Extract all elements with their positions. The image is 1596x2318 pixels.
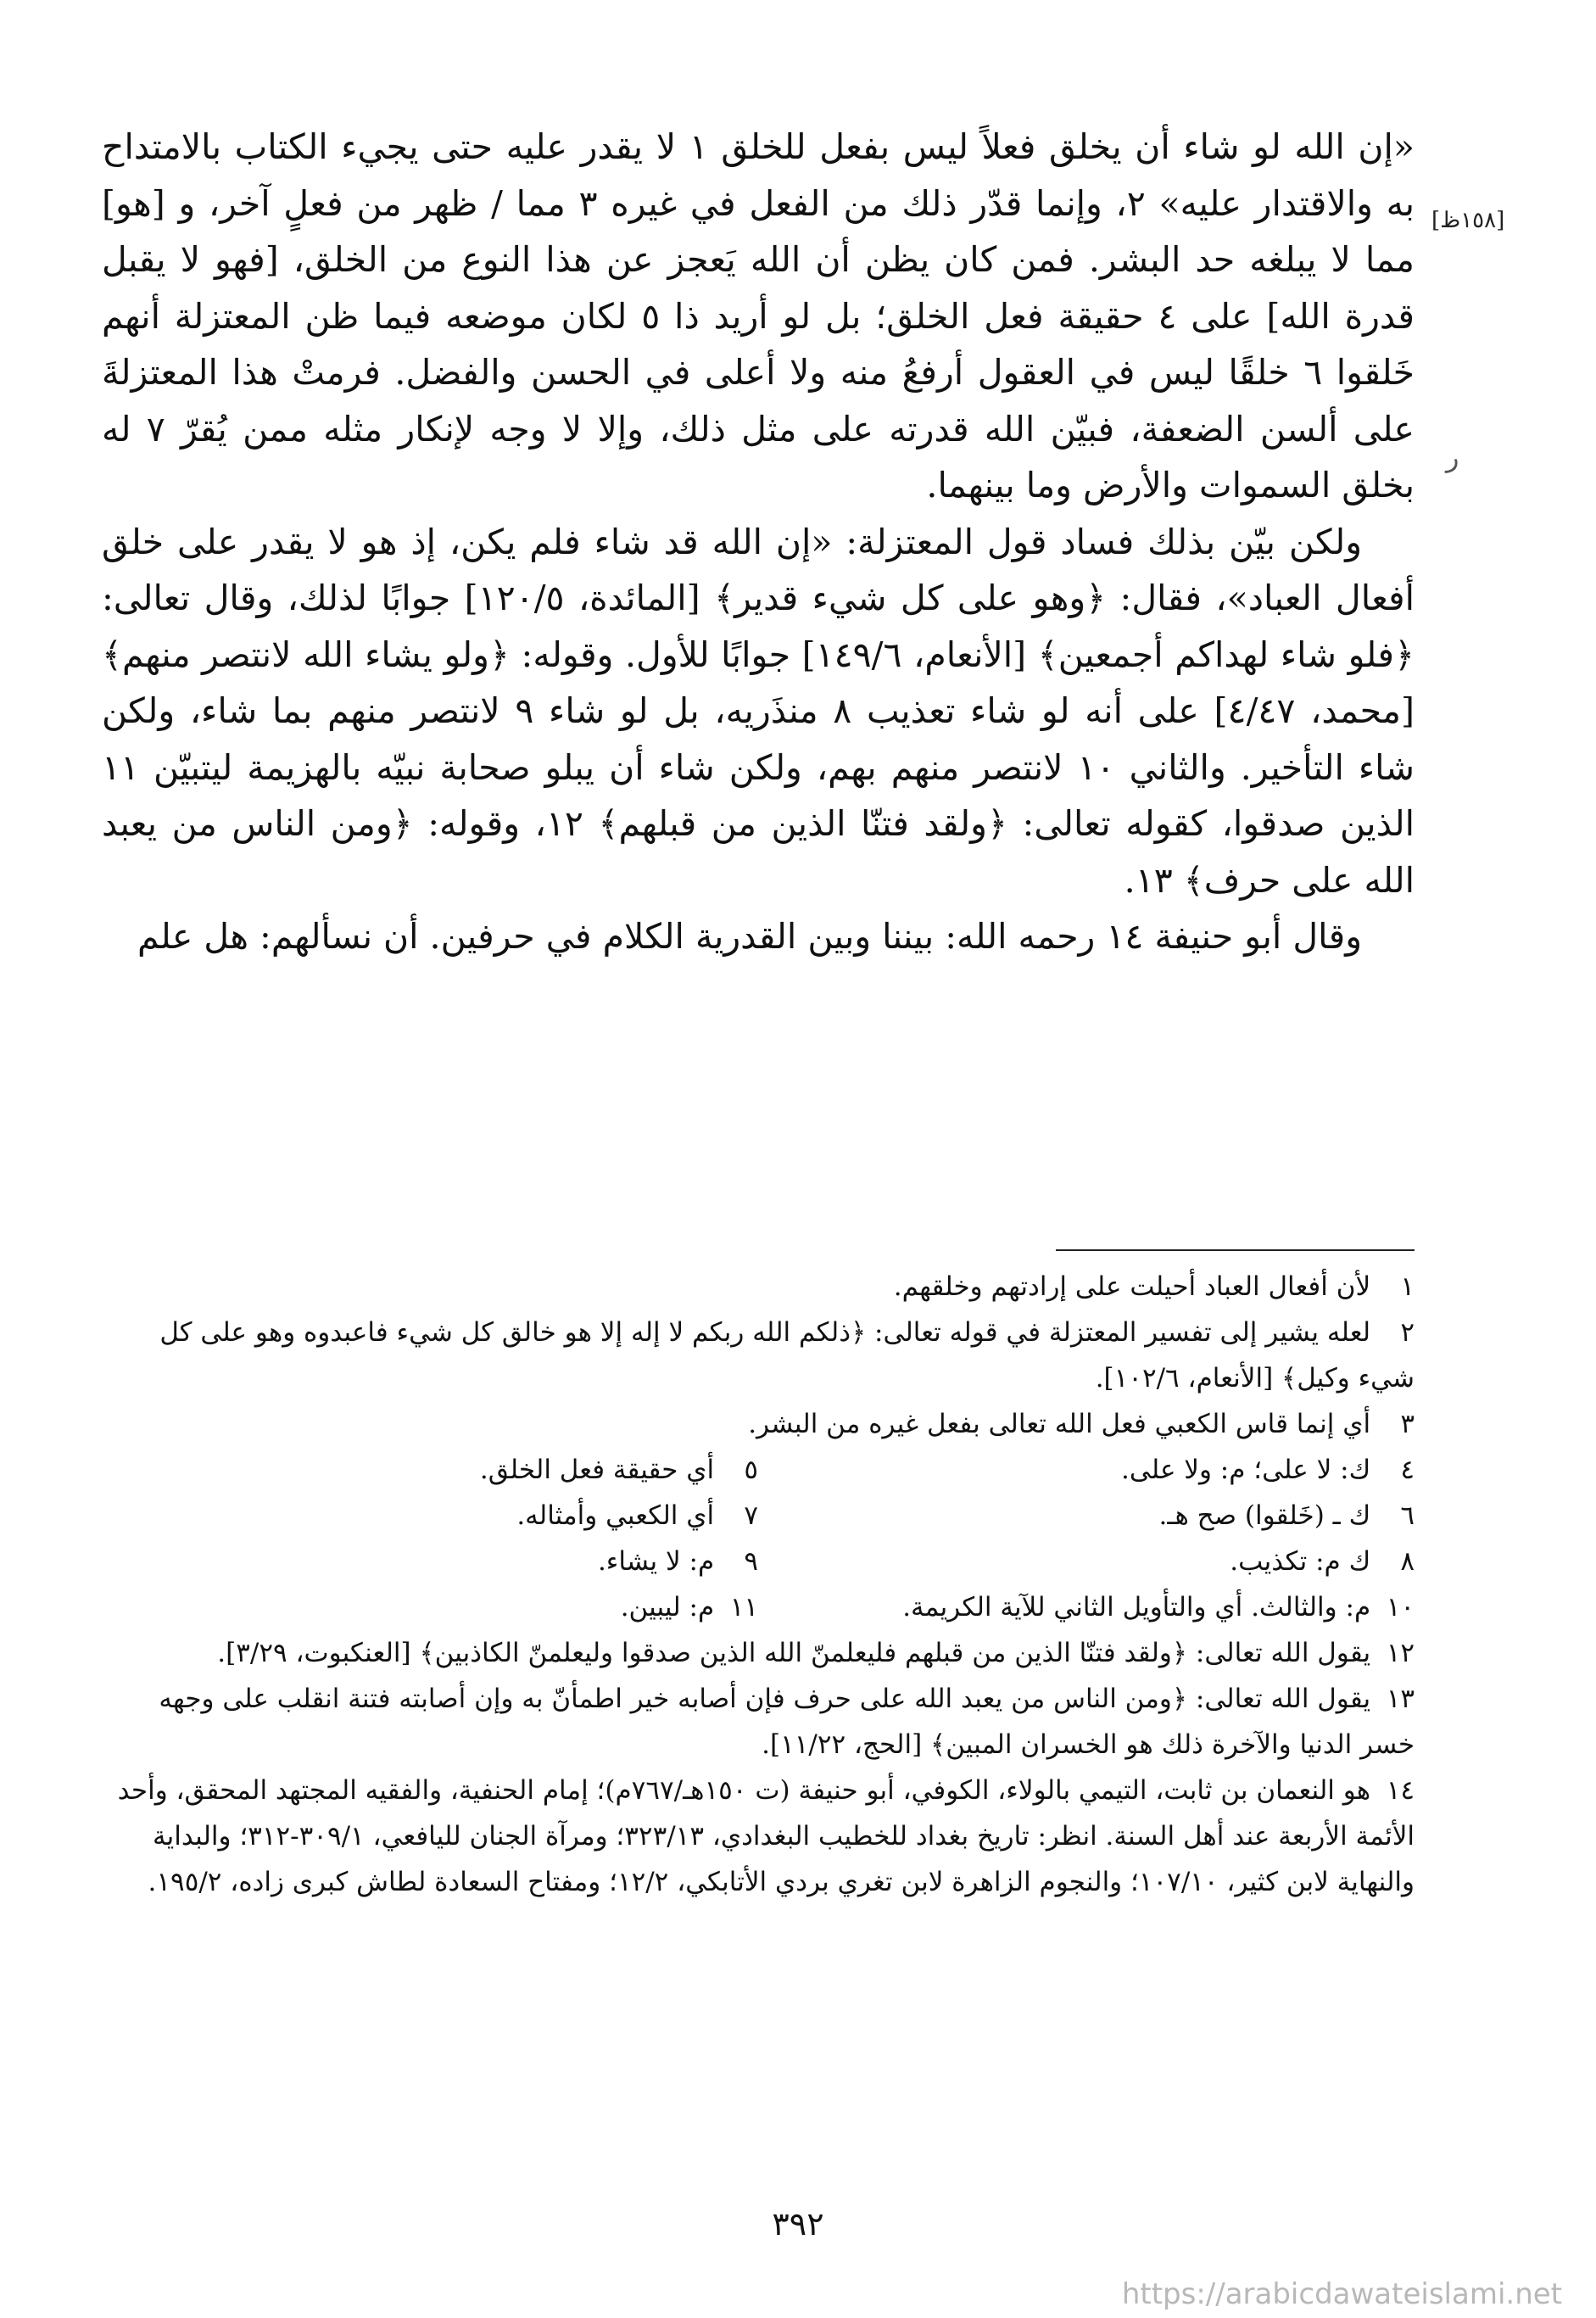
footnote-number: ١١ (729, 1592, 758, 1623)
footnote-text: يقول الله تعالى: ﴿ومن الناس من يعبد الله على حرف فإن أصابه خير اطمأنّ به وإن أصابته فتنة انقلب على وجهه خسر الدنيا والآخرة ذلك هو الخسران المبين﴾ [الحج، ١١/٢٢]. (159, 1684, 1415, 1760)
paragraph-1: «إن الله لو شاء أن يخلق فعلاً ليس بفعل للخلق ١ لا يقدر عليه حتى يجيء الكتاب بالامتداح به والاقتدار عليه» ٢، وإنما قدّر ذلك من الفعل في غيره ٣ مما / ظهر من فعلٍ آخر، و [هو] مما لا يبلغه حد البشر. فمن كان يظن أن الله يَعجز عن هذا النوع من الخلق، [فهو لا يقبل قدرة الله] على ٤ حقيقة فعل الخلق؛ بل لو أريد ذا ٥ لكان موضعه فيما ظن المعتزلة أنهم خَلقوا ٦ خلقًا ليس في العقول أرفعُ منه ولا أعلى في الحسن والفضل. فرمتْ هذا المعتزلةَ على ألسن الضعفة، فبيّن الله قدرته على مثل ذلك، وإلا لا وجه لإنكار مثله ممن يُقرّ ٧ له بخلق السموات والأرض وما بينهما. (102, 126, 1415, 505)
watermark-url: https://arabicdawateislami.net (1121, 2277, 1562, 2311)
footnote-text: هو النعمان بن ثابت، التيمي بالولاء، الكوفي، أبو حنيفة (ت ١٥٠هـ/٧٦٧م)؛ إمام الحنفية، والفقيه المجتهد المحقق، وأحد الأئمة الأربعة عند أهل السنة. انظر: تاريخ بغداد للخطيب البغدادي، ٣٢٣/١٣؛ ومرآة الجنان لليافعي، ٣٠٩/١-٣١٢؛ والبداية والنهاية لابن كثير، ١٠٧/١٠؛ والنجوم الزاهرة لابن تغري بردي الأتابكي، ١٢/٢؛ ومفتاح السعادة لطاش كبرى زاده، ١٩٥/٢. (117, 1775, 1415, 1897)
footnote-row-4-5 (102, 1447, 1415, 1493)
footnote-row-8-9 (102, 1539, 1415, 1584)
footnote-text: أي إنما قاس الكعبي فعل الله تعالى بفعل غيره من البشر. (748, 1409, 1371, 1439)
footnote-row-6-7 (102, 1493, 1415, 1539)
footnote-number: ٤ (1400, 1455, 1415, 1485)
paragraph-2: ولكن بيّن بذلك فساد قول المعتزلة: «إن الله قد شاء فلم يكن، إذ هو لا يقدر على خلق أفعال العباد»، فقال: ﴿وهو على كل شيء قدير﴾ [المائدة، ١٢٠/٥] جوابًا لذلك، وقال تعالى: ﴿فلو شاء لهداكم أجمعين﴾ [الأنعام، ١٤٩/٦] جوابًا للأول. وقوله: ﴿ولو يشاء الله لانتصر منهم﴾ [محمد، ٤/٤٧] على أنه لو شاء تعذيب ٨ منذَريه، بل لو شاء ٩ لانتصر منهم بما شاء، ولكن شاء التأخير. والثاني ١٠ لانتصر منهم بهم، ولكن شاء أن يبلو صحابة نبيّه بالهزيمة ليتبيّن ١١ الذين صدقوا، كقوله تعالى: ﴿ولقد فتنّا الذين من قبلهم﴾ ١٢، وقوله: ﴿ومن الناس من يعبد الله على حرف﴾ ١٣. (102, 521, 1415, 901)
footnote-4 (758, 1447, 1415, 1493)
margin-tick-mark: ر (1446, 441, 1459, 473)
footnote-7 (102, 1493, 758, 1539)
footnote-number: ١٣ (1386, 1684, 1415, 1714)
footnote-6 (758, 1493, 1415, 1539)
footnote-text: أي حقيقة فعل الخلق. (479, 1455, 715, 1485)
footnote-number: ١٠ (1386, 1592, 1415, 1623)
footnote-2 (102, 1310, 1415, 1401)
footnote-8 (758, 1539, 1415, 1584)
footnote-text: ك: لا على؛ م: ولا على. (1121, 1455, 1371, 1485)
footnote-number: ٨ (1400, 1546, 1415, 1577)
footnote-11 (102, 1584, 758, 1630)
paragraph-3: وقال أبو حنيفة ١٤ رحمه الله: بيننا وبين القدرية الكلام في حرفين. أن نسألهم: هل علم (137, 916, 1362, 957)
footnote-12 (102, 1630, 1415, 1676)
footnote-number: ١٤ (1386, 1775, 1415, 1806)
footnote-9 (102, 1539, 758, 1584)
footnote-13 (102, 1676, 1415, 1768)
footnote-number: ١ (1400, 1271, 1415, 1302)
footnote-number: ٧ (744, 1500, 758, 1531)
footnote-text: أي الكعبي وأمثاله. (516, 1500, 715, 1531)
footnote-number: ١٢ (1386, 1638, 1415, 1668)
footnote-text: م: لا يشاء. (597, 1546, 715, 1577)
footnote-number: ٥ (744, 1455, 758, 1485)
margin-folio-reference: [١٥٨ظ] (1431, 208, 1505, 233)
footnote-text: ك م: تكذيب. (1230, 1546, 1371, 1577)
footnote-10 (758, 1584, 1415, 1630)
footnote-3 (102, 1401, 1415, 1447)
footnote-number: ٢ (1400, 1317, 1415, 1348)
footnote-text: م: والثالث. أي والتأويل الثاني للآية الكريمة. (902, 1592, 1371, 1623)
footnote-1 (102, 1264, 1415, 1310)
main-text (102, 119, 1415, 965)
footnote-5 (102, 1447, 758, 1493)
footnote-row-10-11 (102, 1584, 1415, 1630)
footnote-separator-rule (1056, 1249, 1415, 1251)
footnote-number: ٦ (1400, 1500, 1415, 1531)
footnote-text: م: ليبين. (620, 1592, 715, 1623)
footnote-number: ٣ (1400, 1409, 1415, 1439)
footnote-text: ك ـ (خَلقوا) صح هـ. (1158, 1500, 1371, 1531)
page-number: ٣٩٢ (772, 2205, 824, 2243)
footnote-text: لأن أفعال العباد أحيلت على إرادتهم وخلقهم. (893, 1271, 1371, 1302)
footnote-text: لعله يشير إلى تفسير المعتزلة في قوله تعالى: ﴿ذلكم الله ربكم لا إله إلا هو خالق كل شيء فاعبدوه وهو على كل شيء وكيل﴾ [الأنعام، ١٠٢/٦]. (159, 1317, 1415, 1394)
footnotes (102, 1264, 1415, 1905)
footnote-number: ٩ (744, 1546, 758, 1577)
footnote-text: يقول الله تعالى: ﴿ولقد فتنّا الذين من قبلهم فليعلمنّ الله الذين صدقوا وليعلمنّ الكاذبين﴾ [العنكبوت، ٣/٢٩]. (217, 1638, 1371, 1668)
footnote-14 (102, 1768, 1415, 1905)
